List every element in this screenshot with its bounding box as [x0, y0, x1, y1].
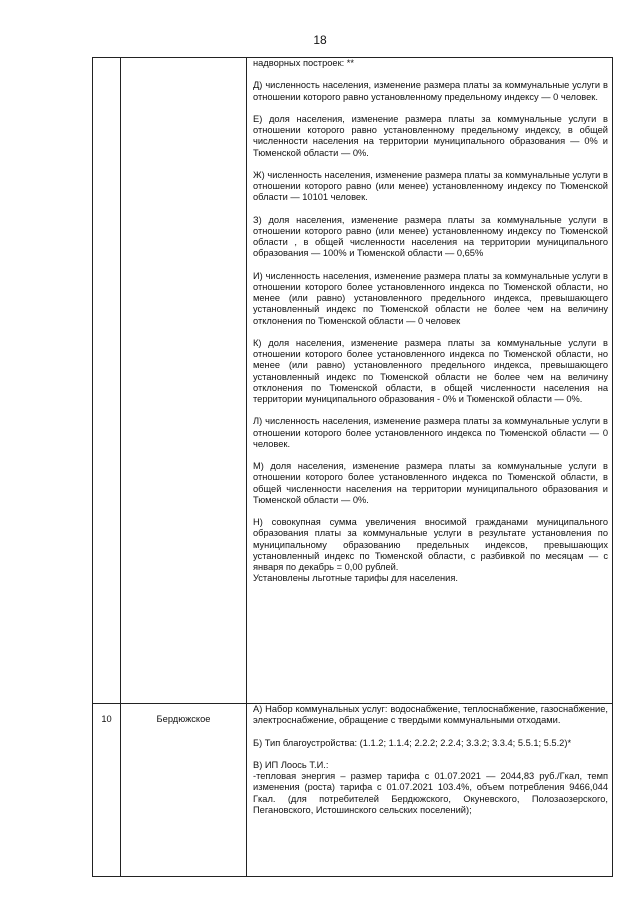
paragraph: -тепловая энергия – размер тарифа с 01.07.2021 — 2044,83 руб./Гкал, темп изменения (роста) тарифа с 01.07.2021 103.4%, объем потребления 9466,044 Гкал. (для потребителей Бердюжского, Окуневского, Полозаозерского, Пегановского, Истошинского сельских поселений); [253, 771, 608, 815]
paragraph: Д) численность населения, изменение размера платы за коммунальные услуги в отношении которого равно установленному предельному индексу — 0 человек. [253, 80, 608, 102]
paragraph: М) доля населения, изменение размера платы за коммунальные услуги в отношении которого более установленного индекса по Тюменской области, в общей численности населения на территории муниципального образования и Тюменской области — 0%. [253, 461, 608, 505]
row-number-cell: 10 [93, 704, 121, 877]
municipality-name-cell [121, 58, 247, 704]
description-cell [247, 58, 613, 704]
municipality-name-cell: Бердюжское [121, 704, 247, 877]
table-row [93, 58, 613, 704]
paragraph: В) ИП Лоось Т.И.: [253, 759, 329, 770]
paragraph: А) Набор коммунальных услуг: водоснабжение, теплоснабжение, газоснабжение, электроснабжение, обращение с твердыми коммунальными отходами. [253, 704, 608, 726]
content-table [92, 57, 613, 877]
paragraph: К) доля населения, изменение размера платы за коммунальные услуги в отношении которого более установленного индекса по Тюменской области, но менее (или равно) установленного предельного индекса, превышающего установленный индекс по Тюменской области не более чем на величину отклонения по Тюменской области, в общей численности населения на территории муниципального образования - 0% и Тюменской области — 0%. [253, 337, 608, 404]
paragraph: Н) совокупная сумма увеличения вносимой гражданами муниципального образования платы за коммунальные услуги в результате установления по муниципальному образованию предельных индексов, превышающих установленный индекс по Тюменской области, с разбивкой по месяцам — с января по декабрь = 0,00 рублей. [253, 517, 608, 572]
paragraph: Б) Тип благоустройства: (1.1.2; 1.1.4; 2.2.2; 2.2.4; 3.3.2; 3.3.4; 5.5.1; 5.5.2)* [253, 737, 572, 748]
description-cell [247, 704, 613, 877]
paragraph: Е) доля населения, изменение размера платы за коммунальные услуги в отношении которого равно установленному предельному индексу, в общей численности населения на территории муниципального образования — 0% и Тюменской области — 0%. [253, 113, 608, 158]
page-number: 18 [313, 33, 327, 47]
paragraph: Установлены льготные тарифы для населения. [253, 573, 458, 584]
paragraph: И) численность населения, изменение размера платы за коммунальные услуги в отношении которого более установленного индекса по Тюменской области, но менее (или равно) установленного предельного индекса, превышающего установленный индекс по Тюменской области не более чем на величину отклонения по Тюменской области — 0 человек [253, 270, 608, 326]
paragraph: Л) численность населения, изменение размера платы за коммунальные услуги в отношении которого более установленного индекса по Тюменской области — 0 человек. [253, 416, 608, 449]
paragraph: З) доля населения, изменение размера платы за коммунальные услуги в отношении которого равно (или менее) установленному индексу по Тюменской области , в общей численности населения на территории муниципального образования — 100% и Тюменской области — 0,65% [253, 214, 608, 259]
paragraph: надворных построек: ** [253, 58, 355, 68]
table-row [93, 704, 613, 877]
paragraph: Ж) численность населения, изменение размера платы за коммунальные услуги в отношении которого равно (или менее) установленному индексу по Тюменской области — 10101 человек. [253, 169, 608, 203]
row-number-cell [93, 58, 121, 704]
